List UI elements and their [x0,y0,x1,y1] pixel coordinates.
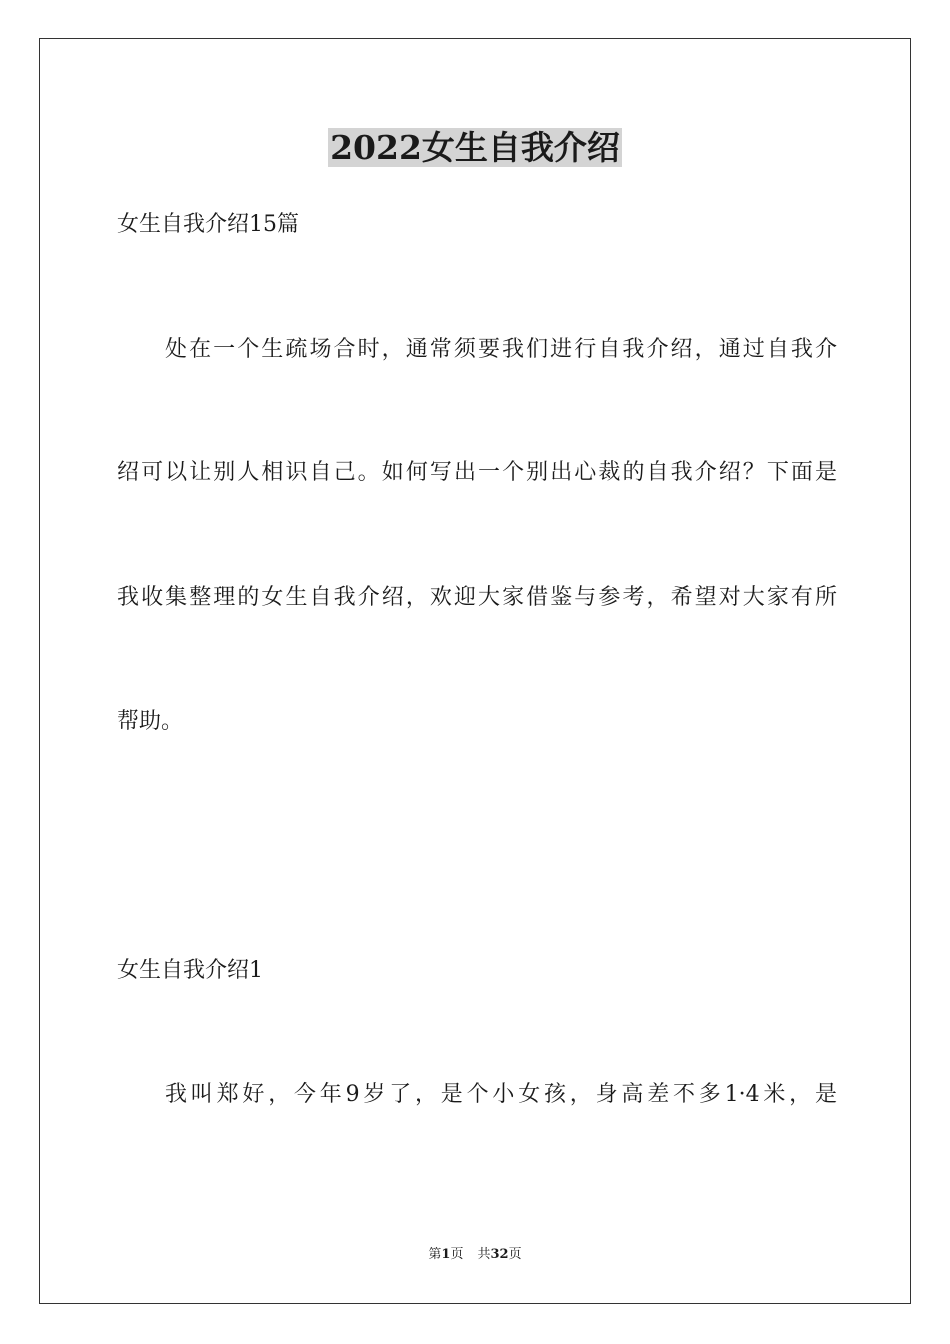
intro-line-3: 我收集整理的女生自我介绍，欢迎大家借鉴与参考，希望对大家有所 [117,585,837,610]
document-title-text: 2022女生自我介绍 [330,128,620,167]
section-heading: 女生自我介绍1 [117,958,263,983]
document-subtitle: 女生自我介绍15篇 [117,212,299,237]
section-paragraph-line-1: 我叫郑好，今年9岁了，是个小女孩，身高差不多1·4米，是 [165,1082,837,1107]
footer-total-suffix: 页 [508,1247,522,1262]
intro-line-1: 处在一个生疏场合时，通常须要我们进行自我介绍，通过自我介 [165,337,837,362]
footer-page-number: 1 [441,1247,451,1262]
footer-total-prefix: 共 [477,1247,491,1262]
page-footer [0,1245,950,1265]
footer-total-pages: 32 [490,1247,509,1262]
footer-page-suffix: 页 [450,1247,464,1262]
intro-line-2: 绍可以让别人相识自己。如何写出一个别出心裁的自我介绍？下面是 [117,460,837,485]
document-title [0,126,950,170]
footer-page-prefix: 第 [428,1247,442,1262]
intro-line-4: 帮助。 [117,709,184,734]
